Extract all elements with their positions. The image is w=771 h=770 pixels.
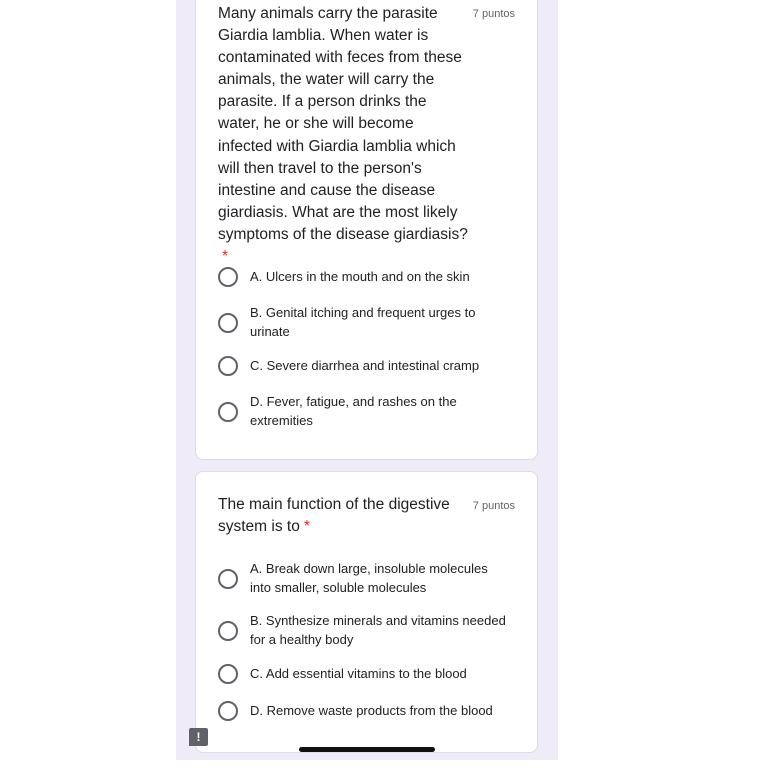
radio-button[interactable] (218, 402, 238, 422)
question-title: Many animals carry the parasite Giardia lamblia. When water is contaminated with feces from these animals, the water will carry the parasite. If a person drinks the water, he or she will become infected with Giardia lamblia which will then travel to the person's intestine and cause the disease giardiasis. What are the most likely symptoms of the disease giardiasis?* (218, 5, 468, 266)
radio-option-d[interactable] (218, 701, 508, 721)
radio-button[interactable] (218, 569, 238, 589)
question-title: The main function of the digestive system is to * (218, 496, 450, 536)
option-label: C. Severe diarrhea and intestinal cramp (250, 357, 480, 373)
points-label: 7 puntos (472, 8, 515, 20)
question-card-2 (195, 471, 538, 753)
radio-button[interactable] (218, 664, 238, 684)
option-label: D. Fever, fatigue, and rashes on the extremities (250, 394, 457, 428)
radio-button[interactable] (218, 701, 238, 721)
radio-option-c[interactable] (218, 664, 508, 684)
radio-button[interactable] (218, 621, 238, 641)
report-feedback-icon[interactable]: ! (189, 728, 208, 746)
radio-option-d[interactable] (218, 393, 508, 430)
required-asterisk: * (222, 248, 229, 266)
option-label: C. Add essential vitamins to the blood (250, 665, 467, 681)
radio-option-a[interactable] (218, 560, 508, 597)
option-label: A. Break down large, insoluble molecules into smaller, soluble molecules (250, 561, 488, 595)
required-asterisk: * (303, 518, 310, 536)
radio-option-a[interactable] (218, 267, 508, 287)
radio-button[interactable] (218, 356, 238, 376)
radio-option-c[interactable] (218, 356, 508, 376)
radio-option-b[interactable] (218, 304, 508, 341)
radio-button[interactable] (218, 313, 238, 333)
option-label: B. Synthesize minerals and vitamins needed for a healthy body (250, 613, 506, 647)
option-label: B. Genital itching and frequent urges to urinate (250, 305, 476, 339)
option-label: D. Remove waste products from the blood (250, 702, 493, 718)
radio-button[interactable] (218, 267, 238, 287)
option-label: A. Ulcers in the mouth and on the skin (250, 268, 470, 284)
question-card-1 (195, 0, 538, 460)
radio-option-b[interactable] (218, 612, 508, 649)
points-label: 7 puntos (472, 500, 515, 512)
home-indicator-bar (299, 747, 435, 752)
